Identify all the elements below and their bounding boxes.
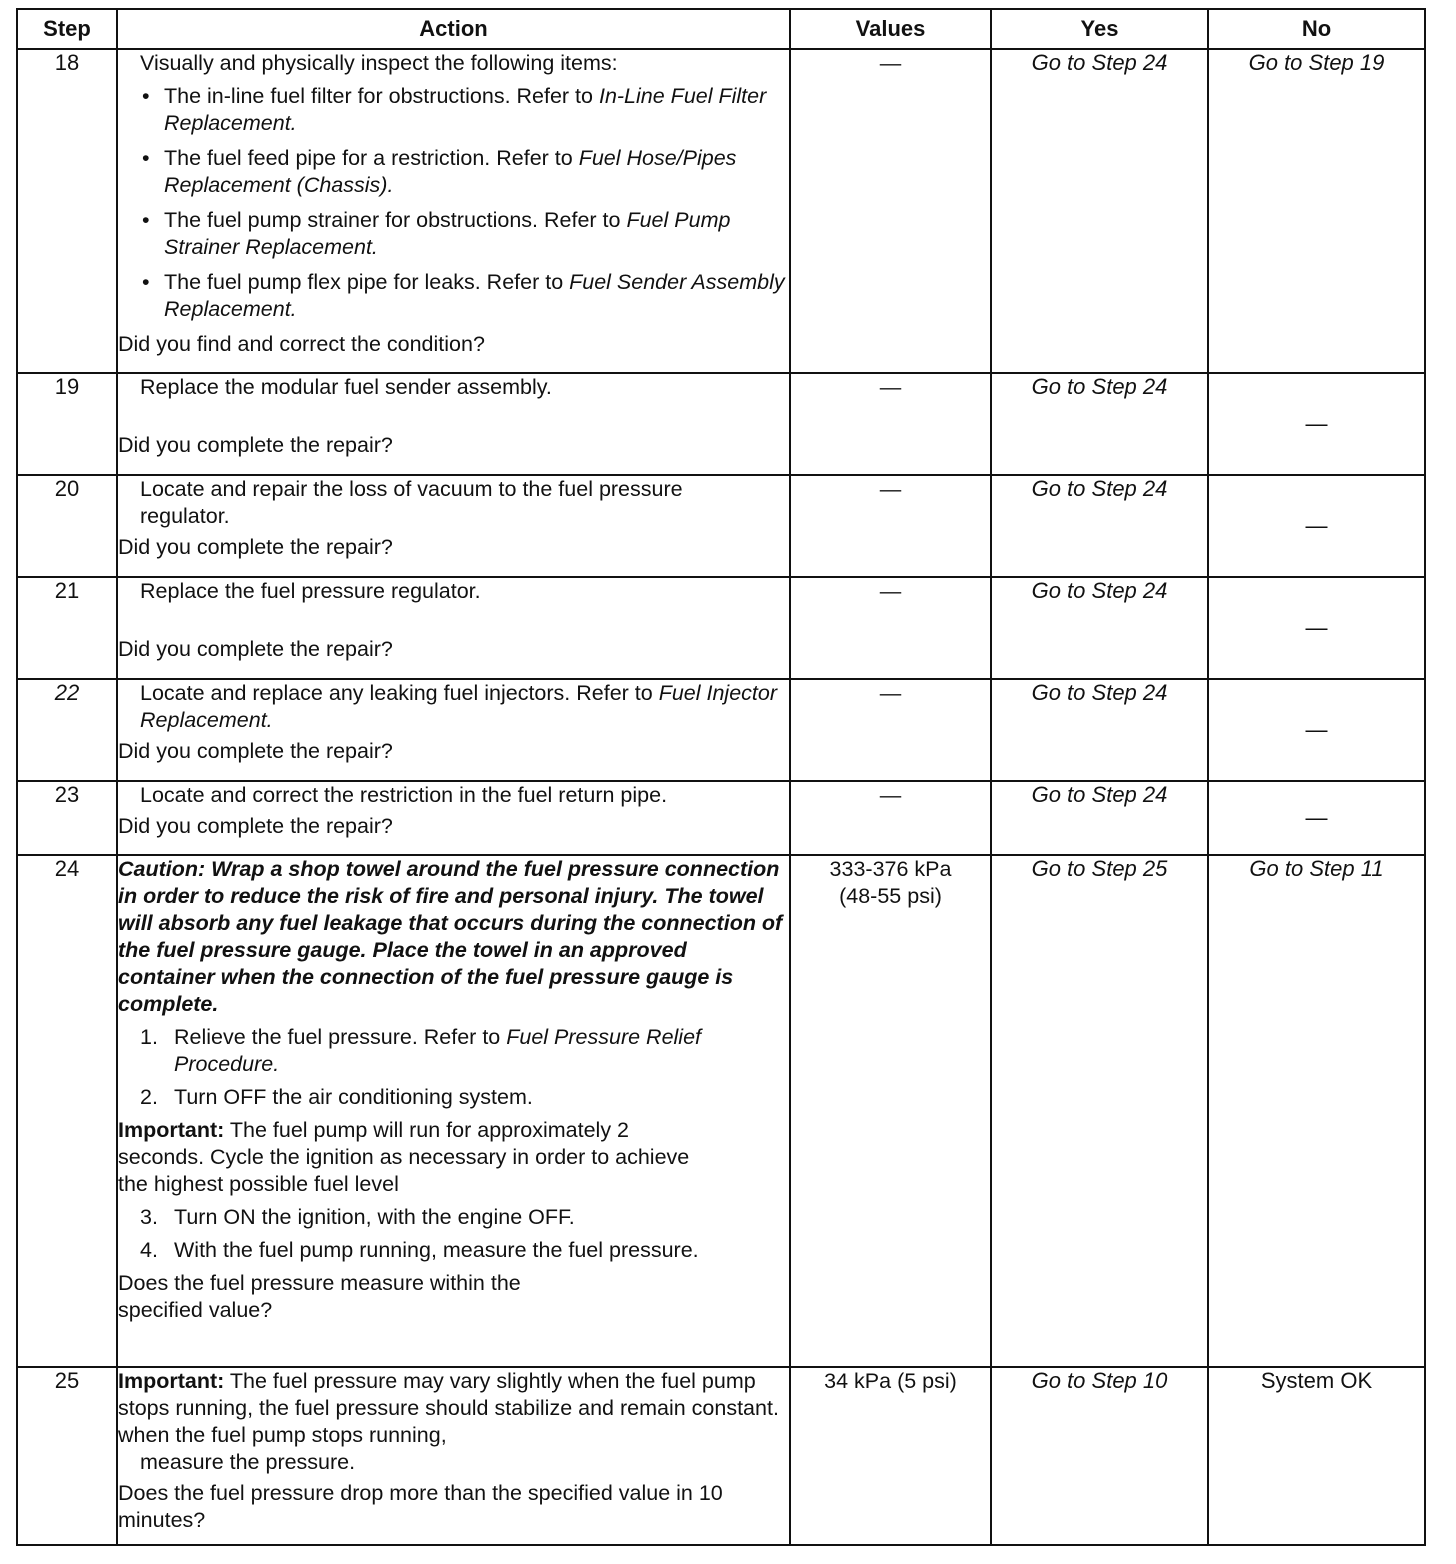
action-question: Did you complete the repair? xyxy=(118,535,393,559)
table-row xyxy=(17,781,1425,855)
header-action: Action xyxy=(117,9,790,49)
header-values: Values xyxy=(790,9,991,49)
values-cell xyxy=(790,475,991,577)
step-number: 18 xyxy=(17,49,117,373)
action-cell xyxy=(117,475,790,577)
dash: — xyxy=(879,783,902,807)
caution-note: Caution: Wrap a shop towel around the fuel pressure connection in order to reduce the risk of fire and personal injury. The towel will absorb any fuel leakage that occurs during the connection of the fuel pressure gauge. Place the towel in an approved container when the connection of the fuel pressure gauge is complete. xyxy=(118,857,783,1016)
header-yes: Yes xyxy=(991,9,1208,49)
no-cell: Go to Step 11 xyxy=(1208,855,1425,1367)
table-row xyxy=(17,373,1425,475)
values-cell xyxy=(790,373,991,475)
dash: — xyxy=(1305,513,1328,538)
action-intro: Visually and physically inspect the following items: xyxy=(140,51,618,75)
yes-cell: Go to Step 24 xyxy=(991,781,1208,855)
important-note: Important: The fuel pressure may vary slightly when the fuel pump stops running, the fuel pressure should stabilize and remain constant. when the fuel pump stops running, xyxy=(118,1369,779,1447)
action-text: measure the pressure. xyxy=(140,1450,356,1474)
action-question: Did you complete the repair? xyxy=(118,739,393,763)
yes-cell: Go to Step 24 xyxy=(991,49,1208,373)
step-number: 23 xyxy=(17,781,117,855)
dash: — xyxy=(1305,717,1328,742)
action-cell xyxy=(117,781,790,855)
action-cell xyxy=(117,679,790,781)
table-row xyxy=(17,475,1425,577)
action-question: Did you complete the repair? xyxy=(118,814,393,838)
action-question: Did you complete the repair? xyxy=(118,433,393,457)
no-cell xyxy=(1208,781,1425,855)
yes-cell: Go to Step 25 xyxy=(991,855,1208,1367)
no-cell: Go to Step 19 xyxy=(1208,49,1425,373)
yes-cell: Go to Step 24 xyxy=(991,679,1208,781)
values-cell xyxy=(790,577,991,679)
spec-value-psi: (48-55 psi) xyxy=(839,884,942,908)
reference-link[interactable]: Fuel Pressure Relief Procedure. xyxy=(174,1025,702,1076)
action-cell xyxy=(117,577,790,679)
action-question: Did you find and correct the condition? xyxy=(118,332,485,356)
diagnostic-table xyxy=(16,8,1426,1546)
no-cell xyxy=(1208,679,1425,781)
reference-link[interactable]: Fuel Pump Strainer Replacement. xyxy=(164,208,731,259)
yes-cell: Go to Step 24 xyxy=(991,577,1208,679)
yes-cell: Go to Step 24 xyxy=(991,475,1208,577)
values-cell xyxy=(790,855,991,1367)
list-item: • The in-line fuel filter for obstructions. Refer to In-Line Fuel Filter Replacement. xyxy=(118,83,789,137)
action-question: Does the fuel pressure measure within the specified value? xyxy=(118,1271,521,1322)
yes-cell: Go to Step 24 xyxy=(991,373,1208,475)
step-number: 19 xyxy=(17,373,117,475)
step-number: 24 xyxy=(17,855,117,1367)
action-cell xyxy=(117,373,790,475)
action-question: Does the fuel pressure drop more than the specified value in 10 minutes? xyxy=(118,1481,723,1532)
dash: — xyxy=(879,51,902,75)
table-row xyxy=(17,577,1425,679)
header-no: No xyxy=(1208,9,1425,49)
list-item: 3. Turn ON the ignition, with the engine OFF. xyxy=(140,1205,575,1229)
table-row xyxy=(17,49,1425,373)
action-question: Did you complete the repair? xyxy=(118,637,393,661)
dash: — xyxy=(1305,615,1328,640)
step-number: 25 xyxy=(17,1367,117,1545)
action-cell xyxy=(117,1367,790,1545)
action-text: Replace the modular fuel sender assembly. xyxy=(140,375,552,399)
list-item: 1. Relieve the fuel pressure. Refer to Fuel Pressure Relief Procedure. xyxy=(140,1025,702,1076)
reference-link[interactable]: Fuel Sender Assembly Replacement. xyxy=(164,270,785,321)
spec-value: 333-376 kPa xyxy=(829,857,952,881)
values-cell xyxy=(790,49,991,373)
list-item: 2. Turn OFF the air conditioning system. xyxy=(140,1085,533,1109)
dash: — xyxy=(879,579,902,603)
list-item: 4. With the fuel pump running, measure the fuel pressure. xyxy=(140,1238,699,1262)
values-cell: 34 kPa (5 psi) xyxy=(790,1367,991,1545)
action-text: Locate and repair the loss of vacuum to the fuel pressure regulator. xyxy=(140,477,683,528)
table-row xyxy=(17,1367,1425,1545)
no-cell xyxy=(1208,373,1425,475)
step-number: 21 xyxy=(17,577,117,679)
list-item: • The fuel pump strainer for obstructions. Refer to Fuel Pump Strainer Replacement. xyxy=(118,207,789,261)
reference-link[interactable]: Fuel Hose/Pipes Replacement (Chassis). xyxy=(164,146,737,197)
no-cell xyxy=(1208,475,1425,577)
header-step: Step xyxy=(17,9,117,49)
action-cell xyxy=(117,855,790,1367)
header-row xyxy=(17,9,1425,49)
action-text: Replace the fuel pressure regulator. xyxy=(140,579,481,603)
action-text: Locate and correct the restriction in the fuel return pipe. xyxy=(140,783,668,807)
values-cell xyxy=(790,679,991,781)
action-cell xyxy=(117,49,790,373)
no-cell xyxy=(1208,577,1425,679)
dash: — xyxy=(1305,805,1328,830)
reference-link[interactable]: In-Line Fuel Filter Replacement. xyxy=(164,84,767,135)
dash: — xyxy=(1305,411,1328,436)
dash: — xyxy=(879,375,902,399)
important-note: Important: The fuel pump will run for approximately 2 seconds. Cycle the ignition as necessary in order to achieve the highest possible fuel level xyxy=(118,1118,690,1196)
table-row xyxy=(17,679,1425,781)
step-number: 20 xyxy=(17,475,117,577)
dash: — xyxy=(879,477,902,501)
list-item: • The fuel feed pipe for a restriction. Refer to Fuel Hose/Pipes Replacement (Chassis). xyxy=(118,145,789,199)
yes-cell: Go to Step 10 xyxy=(991,1367,1208,1545)
step-number: 22 xyxy=(17,679,117,781)
values-cell xyxy=(790,781,991,855)
table-row xyxy=(17,855,1425,1367)
reference-link[interactable]: Fuel Injector Replacement. xyxy=(140,681,778,732)
list-item: • The fuel pump flex pipe for leaks. Refer to Fuel Sender Assembly Replacement. xyxy=(118,269,789,323)
no-cell: System OK xyxy=(1208,1367,1425,1545)
action-text: Locate and replace any leaking fuel injectors. Refer to Fuel Injector Replacement. xyxy=(140,681,778,732)
dash: — xyxy=(879,681,902,705)
